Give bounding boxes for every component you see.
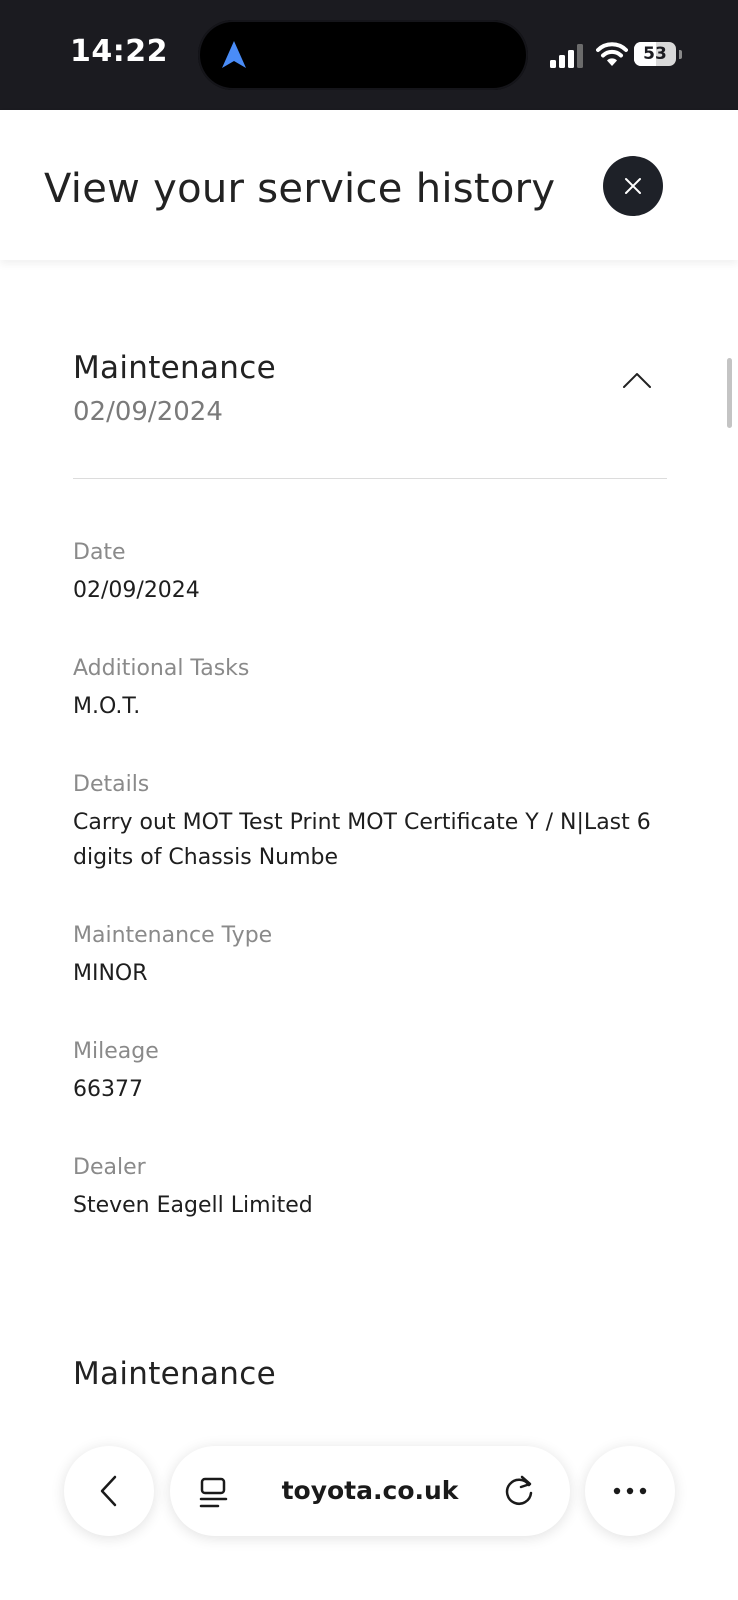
field-value: Steven Eagell Limited (73, 1193, 313, 1218)
close-icon (623, 176, 643, 196)
field-label: Dealer (73, 1155, 146, 1180)
record-date: 02/09/2024 (73, 397, 223, 427)
back-button[interactable] (64, 1446, 154, 1536)
field-dealer (73, 1155, 673, 1223)
close-button[interactable] (603, 156, 663, 216)
next-record-title[interactable]: Maintenance (73, 1356, 276, 1392)
browser-toolbar (0, 1410, 738, 1600)
field-value: Carry out MOT Test Print MOT Certificate Y / N|Last 6 digits of Chassis Numbe (73, 810, 651, 870)
field-label: Additional Tasks (73, 656, 250, 681)
location-arrow-icon (220, 40, 248, 70)
page-header (0, 110, 738, 260)
page-title: View your service history (44, 166, 556, 212)
field-additional-tasks (73, 656, 673, 724)
field-value: 66377 (73, 1077, 143, 1102)
field-label: Mileage (73, 1039, 159, 1064)
field-value: M.O.T. (73, 694, 141, 719)
cellular-signal-icon (550, 44, 586, 68)
battery-indicator (634, 42, 676, 66)
address-bar[interactable] (170, 1446, 570, 1536)
battery-percent: 53 (643, 44, 667, 64)
field-label: Date (73, 540, 126, 565)
field-mileage (73, 1039, 673, 1107)
more-options-button[interactable] (585, 1446, 675, 1536)
chevron-up-icon[interactable] (621, 370, 653, 390)
status-bar (0, 0, 738, 110)
field-details (73, 772, 653, 875)
wifi-icon (596, 40, 628, 68)
record-title: Maintenance (73, 350, 276, 386)
dynamic-island (198, 20, 528, 90)
field-value: 02/09/2024 (73, 578, 200, 603)
maintenance-record-header[interactable] (73, 350, 667, 479)
url-text[interactable]: toyota.co.uk (281, 1476, 459, 1505)
chevron-left-icon (97, 1474, 121, 1508)
field-maintenance-type (73, 923, 673, 991)
status-time: 14:22 (70, 34, 168, 69)
reload-icon[interactable] (502, 1474, 536, 1508)
field-value: MINOR (73, 961, 148, 986)
scrollbar[interactable] (727, 358, 732, 428)
service-history-content[interactable] (0, 260, 738, 1410)
battery-nub (679, 50, 682, 59)
ellipsis-icon (613, 1487, 647, 1495)
field-date (73, 540, 673, 608)
field-label: Details (73, 772, 150, 797)
field-label: Maintenance Type (73, 923, 273, 948)
